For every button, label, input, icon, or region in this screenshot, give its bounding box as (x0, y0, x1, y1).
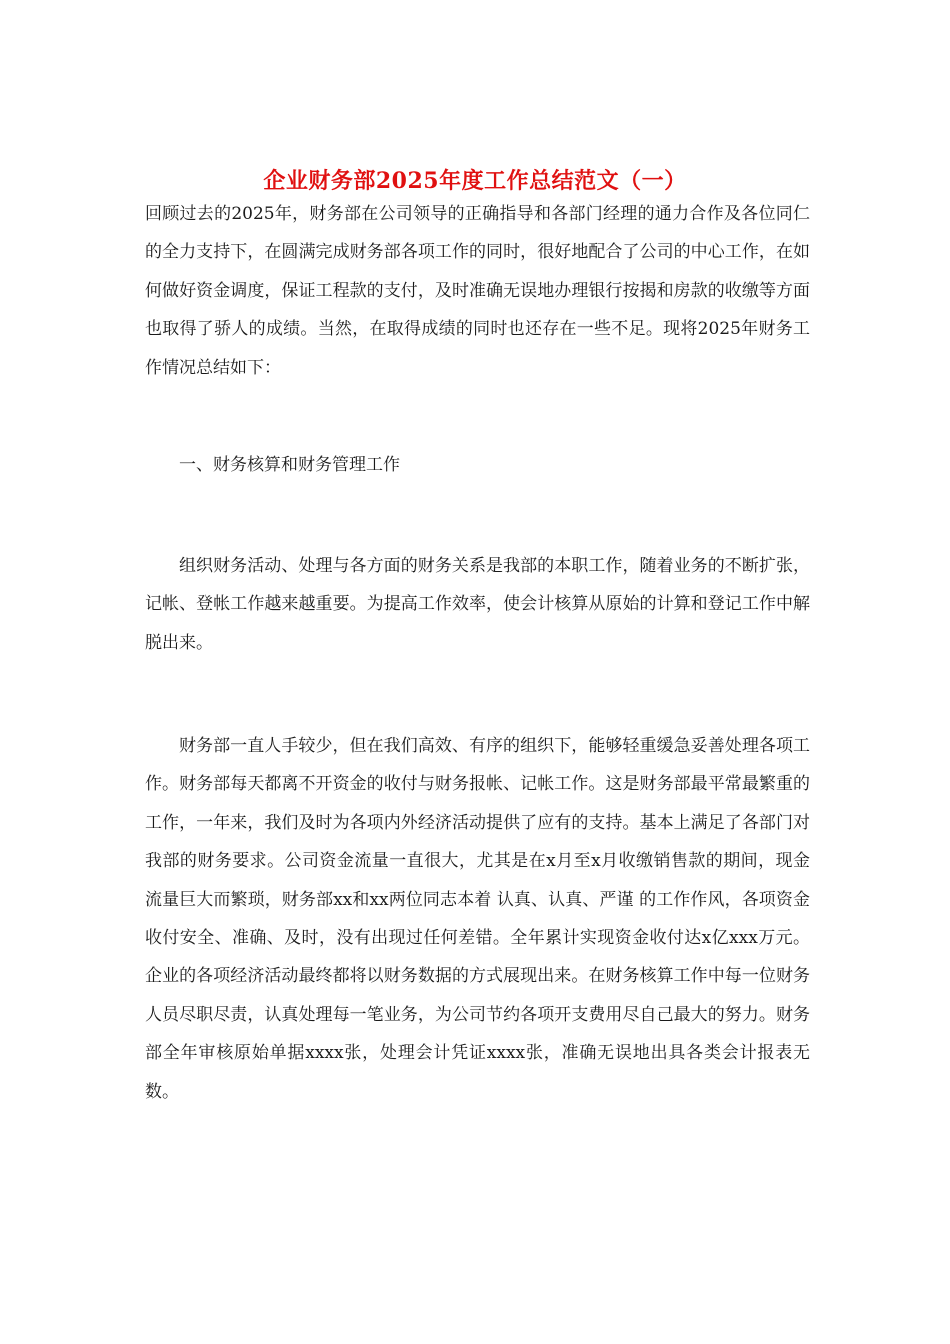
document-title: 企业财务部2025年度工作总结范文（一） (263, 167, 687, 194)
intro-paragraph: 回顾过去的2025年，财务部在公司领导的正确指导和各部门经理的通力合作及各位同仁的全力支持下，在圆满完成财务部各项工作的同时，很好地配合了公司的中心工作，在如何做好资金调度，保证工程款的支付，及时准确无误地办理银行按揭和房款的收缴等方面也取得了骄人的成绩。当然，在取得成绩的同时也还存在一些不足。现将2025年财务工作情况总结如下： (145, 204, 810, 378)
body-paragraph-2: 财务部一直人手较少，但在我们高效、有序的组织下，能够轻重缓急妥善处理各项工作。财务部每天都离不开资金的收付与财务报帐、记帐工作。这是财务部最平常最繁重的工作，一年来，我们及时为各项内外经济活动提供了应有的支持。基本上满足了各部门对我部的财务要求。公司资金流量一直很大，尤其是在x月至x月收缴销售款的期间，现金流量巨大而繁琐，财务部xx和xx两位同志本着 认真、认真、严谨 的工作作风，各项资金收付安全、准确、及时，没有出现过任何差错。全年累计实现资金收付达x亿xxx万元。企业的各项经济活动最终都将以财务数据的方式展现出来。在财务核算工作中每一位财务人员尽职尽责，认真处理每一笔业务，为公司节约各项开支费用尽自己最大的努力。财务部全年审核原始单据xxxx张，处理会计凭证xxxx张，准确无误地出具各类会计报表无数。 (145, 736, 810, 1102)
section-heading: 一、财务核算和财务管理工作 (179, 455, 400, 475)
body-paragraph-1: 组织财务活动、处理与各方面的财务关系是我部的本职工作，随着业务的不断扩张，记帐、登帐工作越来越重要。为提高工作效率，使会计核算从原始的计算和登记工作中解脱出来。 (145, 556, 810, 653)
